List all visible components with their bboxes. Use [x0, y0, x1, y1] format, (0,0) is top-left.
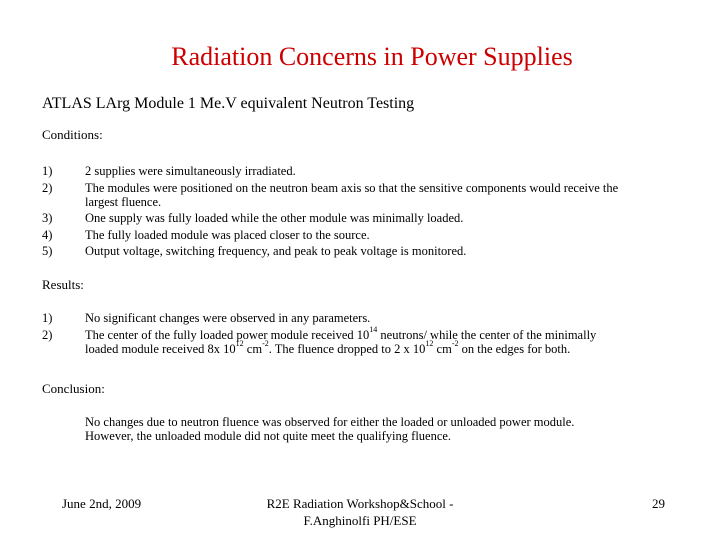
item-number: 2) [42, 327, 53, 342]
item-text: The fully loaded module was placed closer to the source. [85, 227, 370, 242]
footer-event-line: R2E Radiation Workshop&School - [266, 496, 454, 511]
list-item [42, 244, 632, 258]
conditions-label: Conditions: [42, 127, 103, 142]
results-label: Results: [42, 277, 84, 292]
item-text: One supply was fully loaded while the other module was minimally loaded. [85, 211, 464, 225]
fluence-text-part: . The fluence dropped to 2 x 10 [268, 341, 426, 356]
item-text: No significant changes were observed in any parameters. [85, 311, 371, 325]
slide-subtitle: ATLAS LArg Module 1 Me.V equivalent Neutron Testing [42, 95, 415, 112]
fluence-text-part: neutrons/ while the center of the minimally loaded module received 8x 10 [85, 327, 597, 356]
footer-event-line: F.Anghinolfi PH/ESE [303, 513, 417, 528]
item-number: 2) [42, 180, 53, 195]
fluence-text-part: The center of the fully loaded power module received 10 [85, 327, 370, 342]
superscript: 14 [369, 325, 378, 335]
list-item [42, 325, 632, 356]
item-number: 1) [42, 311, 53, 325]
conclusion-line: No changes due to neutron fluence was observed for either the loaded or unloaded power module. [85, 415, 575, 429]
list-item [42, 311, 632, 325]
superscript: -2 [451, 339, 459, 349]
item-text [85, 325, 632, 356]
footer-date: June 2nd, 2009 [62, 496, 142, 511]
fluence-text-part: cm [433, 341, 452, 356]
fluence-text-part: cm [243, 341, 263, 356]
item-text: The modules were positioned on the neutron beam axis so that the sensitive components would receive the largest fluence. [85, 180, 619, 209]
item-text: Output voltage, switching frequency, and peak to peak voltage is monitored. [85, 244, 467, 258]
fluence-text-part: on the edges for both. [458, 341, 571, 356]
list-item [42, 211, 632, 225]
conditions-list [42, 164, 632, 261]
list-item [42, 228, 632, 242]
conclusion-label: Conclusion: [42, 381, 105, 396]
page-number: 29 [652, 496, 665, 511]
conclusion-line: However, the unloaded module did not quite meet the qualifying fluence. [85, 429, 452, 443]
item-number: 1) [42, 164, 53, 178]
superscript: 12 [425, 339, 434, 349]
list-item [42, 181, 632, 209]
item-text: 2 supplies were simultaneously irradiated. [85, 164, 296, 178]
conclusion-text [85, 415, 685, 443]
item-number: 4) [42, 227, 53, 242]
results-list [42, 311, 632, 358]
item-number: 3) [42, 211, 53, 225]
footer-event [240, 495, 480, 529]
item-number: 5) [42, 244, 53, 258]
superscript: -2 [262, 339, 269, 349]
superscript: 12 [235, 339, 244, 349]
slide-title: Radiation Concerns in Power Supplies [171, 42, 573, 71]
list-item [42, 164, 632, 178]
